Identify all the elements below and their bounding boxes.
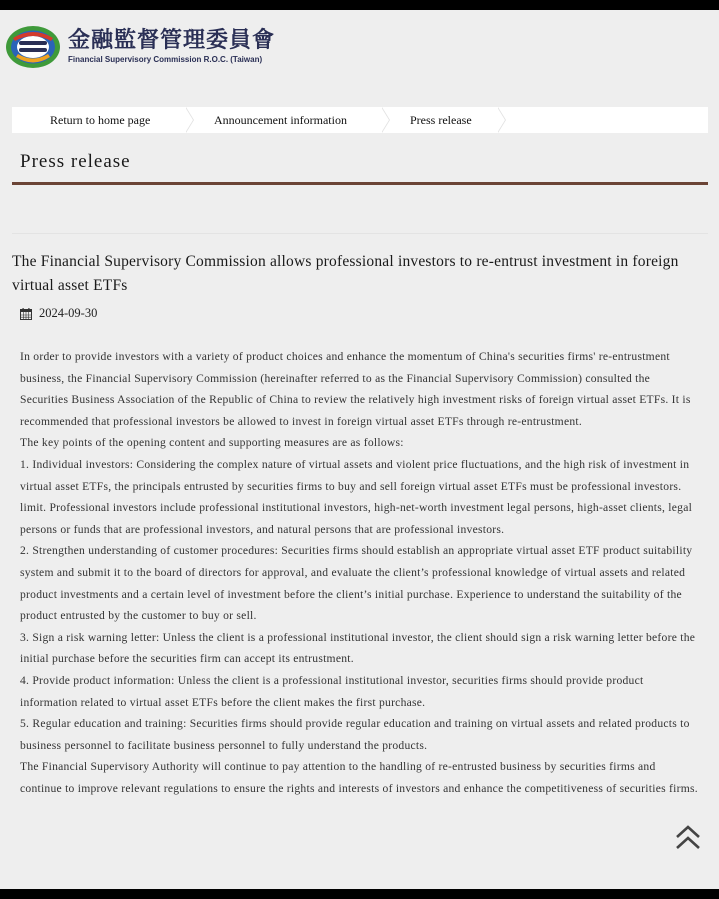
back-to-top-button[interactable]: [674, 824, 702, 852]
article-paragraph: 2. Strengthen understanding of customer procedures: Securities firms should establish an appropriate virtual asset ETF product suitability system and submit it to the board of directors for approval, and evaluate the client’s professional knowledge of virtual assets and related product investments and a certain level of investment before the client’s initial purchase. Experience to understand the suitability of the product entrusted by the customer to buy or sell.: [20, 544, 693, 623]
breadcrumb: [12, 107, 708, 133]
breadcrumb-announcement-information[interactable]: Announcement information: [194, 107, 390, 133]
article-paragraph: The Financial Supervisory Authority will continue to pay attention to the handling of re-entrusted business by securities firms and continue to improve relevant regulations to ensure the rights and interests of investors and enhance the competitiveness of securities firms.: [20, 760, 698, 795]
title-divider: [12, 182, 708, 185]
org-name-zh: 金融監督管理委員會: [68, 28, 276, 53]
article-paragraph: 5. Regular education and training: Securities firms should provide regular education and training on virtual assets and related products to business personnel to facilitate business personnel to fully understand the products.: [20, 717, 690, 752]
article-date-row: [20, 306, 97, 321]
article-paragraph: In order to provide investors with a variety of product choices and enhance the momentum of China's securities firms' re-entrustment business, the Financial Supervisory Commission (hereinafter referred to as the Financial Supervisory Commission) consulted the Securities Business Association of the Republic of China to review the relatively high investment risks of foreign virtual asset ETFs. It is recommended that professional investors be allowed to invest in foreign virtual asset ETFs through re-entrustment.: [20, 350, 691, 428]
article-paragraph: 4. Provide product information: Unless the client is a professional institutional investor, securities firms should provide product information related to virtual asset ETFs before the client makes the first purchase.: [20, 673, 644, 709]
fsc-logo-icon: [4, 24, 62, 70]
double-chevron-up-icon: [674, 824, 702, 852]
article-paragraph: 3. Sign a risk warning letter: Unless the client is a professional institutional investor, the client should sign a risk warning letter before the initial purchase before the securities firm can accept its entrustment.: [20, 630, 696, 666]
article-headline: The Financial Supervisory Commission allows professional investors to re-entrust investment in foreign virtual asset ETFs: [12, 253, 679, 294]
page-title: Press release: [20, 151, 131, 172]
article-date: 2024-09-30: [39, 306, 98, 320]
breadcrumb-home[interactable]: Return to home page: [12, 107, 194, 133]
article-paragraph: The key points of the opening content and supporting measures are as follows:: [20, 436, 404, 450]
content-divider: [12, 233, 708, 234]
org-name-en: Financial Supervisory Commission R.O.C. (Taiwan): [68, 55, 263, 64]
article-body: [20, 346, 700, 799]
article-paragraph: 1. Individual investors: Considering the complex nature of virtual assets and violent price fluctuations, and the high risk of investment in virtual asset ETFs, the principals entrusted by securities firms to buy and sell foreign virtual asset ETFs must be professional investors. limit. Professional investors include professional institutional investors, high-net-worth investment legal persons, high-asset clients, legal persons or funds that are professional investors, and natural persons that are professional investors.: [20, 457, 693, 536]
site-logo[interactable]: [4, 24, 275, 70]
calendar-icon: [20, 308, 32, 320]
page: [0, 10, 719, 889]
breadcrumb-press-release[interactable]: Press release: [390, 107, 506, 133]
